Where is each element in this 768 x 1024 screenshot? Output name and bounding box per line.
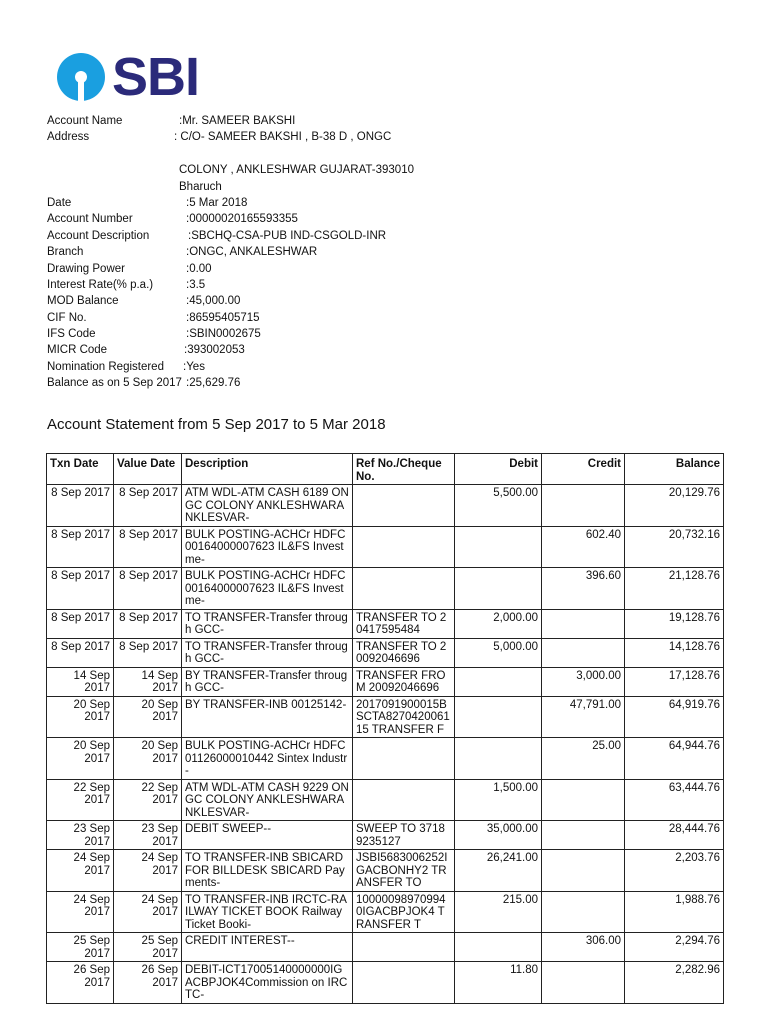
account-label: Drawing Power — [47, 262, 125, 275]
account-value: :45,000.00 — [186, 295, 241, 308]
txn-date-cell: 8 Sep 2017 — [47, 568, 114, 610]
credit-cell: 25.00 — [542, 738, 625, 780]
account-label: Account Description — [47, 229, 150, 242]
account-value: :SBIN0002675 — [186, 328, 261, 341]
debit-cell — [455, 738, 542, 780]
value-date-cell: 8 Sep 2017 — [114, 609, 182, 638]
credit-cell — [542, 779, 625, 821]
value-date-cell: 8 Sep 2017 — [114, 568, 182, 610]
account-value: :5 Mar 2018 — [186, 196, 248, 209]
description-cell: TO TRANSFER-Transfer through GCC- — [182, 609, 353, 638]
txn-date-cell: 8 Sep 2017 — [47, 638, 114, 667]
account-row — [47, 359, 747, 375]
credit-cell — [542, 638, 625, 667]
value-date-cell: 20 Sep 2017 — [114, 738, 182, 780]
description-cell: BULK POSTING-ACHCr HDFC00164000007623 IL&FS Investme- — [182, 568, 353, 610]
balance-cell: 21,128.76 — [625, 568, 724, 610]
table-row — [47, 779, 724, 821]
transactions-table — [46, 453, 724, 1004]
account-value: : C/O- SAMEER BAKSHI , B-38 D , ONGC — [174, 131, 392, 144]
ref-cell — [353, 933, 455, 962]
value-date-cell: 20 Sep 2017 — [114, 696, 182, 738]
ref-cell — [353, 738, 455, 780]
txn-date-cell: 20 Sep 2017 — [47, 738, 114, 780]
account-row — [47, 179, 747, 195]
ref-cell — [353, 568, 455, 610]
account-row — [47, 211, 747, 227]
table-row — [47, 933, 724, 962]
balance-cell: 20,129.76 — [625, 485, 724, 527]
account-row — [47, 129, 747, 145]
credit-cell: 602.40 — [542, 526, 625, 568]
credit-cell: 306.00 — [542, 933, 625, 962]
account-value: :Mr. SAMEER BAKSHI — [179, 115, 296, 127]
credit-cell — [542, 821, 625, 850]
table-row — [47, 850, 724, 892]
ref-cell: TRANSFER TO 20417595484 — [353, 609, 455, 638]
account-label: Account Name — [47, 115, 123, 127]
ref-cell: 100000989709940IGACBPJOK4 TRANSFER T — [353, 891, 455, 933]
table-row — [47, 609, 724, 638]
ref-cell: TRANSFER FROM 20092046696 — [353, 667, 455, 696]
account-value: COLONY , ANKLESHWAR GUJARAT-393010 — [179, 164, 414, 177]
txn-date-cell: 26 Sep 2017 — [47, 962, 114, 1004]
credit-cell — [542, 485, 625, 527]
account-details — [47, 113, 747, 392]
balance-cell: 1,988.76 — [625, 891, 724, 933]
col-ref: Ref No./Cheque No. — [353, 454, 455, 485]
account-value: :ONGC, ANKALESHWAR — [186, 246, 318, 259]
account-label: Branch — [47, 246, 84, 259]
txn-date-cell: 8 Sep 2017 — [47, 485, 114, 527]
txn-date-cell: 22 Sep 2017 — [47, 779, 114, 821]
col-txn-date: Txn Date — [47, 454, 114, 485]
ref-cell: 2017091900015BSCTA827042006115 TRANSFER F — [353, 696, 455, 738]
value-date-cell: 8 Sep 2017 — [114, 485, 182, 527]
statement-title: Account Statement from 5 Sep 2017 to 5 Mar 2018 — [47, 416, 386, 433]
account-row — [47, 326, 747, 342]
ref-cell: TRANSFER TO 20092046696 — [353, 638, 455, 667]
account-value: :393002053 — [184, 344, 245, 357]
sbi-logo-icon — [56, 52, 106, 102]
balance-cell: 14,128.76 — [625, 638, 724, 667]
account-label: Nomination Registered — [47, 360, 164, 373]
txn-date-cell: 20 Sep 2017 — [47, 696, 114, 738]
table-row — [47, 821, 724, 850]
debit-cell — [455, 933, 542, 962]
debit-cell — [455, 568, 542, 610]
account-value: :Yes — [183, 360, 205, 373]
account-value: :86595405715 — [186, 311, 260, 324]
value-date-cell: 22 Sep 2017 — [114, 779, 182, 821]
account-label: MOD Balance — [47, 295, 119, 308]
account-row — [47, 277, 747, 293]
txn-date-cell: 24 Sep 2017 — [47, 850, 114, 892]
account-row — [47, 146, 747, 162]
credit-cell — [542, 850, 625, 892]
table-row — [47, 667, 724, 696]
account-label: Interest Rate(% p.a.) — [47, 278, 154, 291]
ref-cell — [353, 779, 455, 821]
account-label: Account Number — [47, 213, 133, 226]
balance-cell: 64,944.76 — [625, 738, 724, 780]
table-row — [47, 568, 724, 610]
account-value: :00000020165593355 — [186, 213, 298, 226]
value-date-cell: 26 Sep 2017 — [114, 962, 182, 1004]
sbi-logo — [56, 47, 200, 107]
ref-cell — [353, 526, 455, 568]
account-value: :0.00 — [186, 262, 212, 275]
account-row — [47, 113, 747, 129]
balance-cell: 2,282.96 — [625, 962, 724, 1004]
credit-cell: 3,000.00 — [542, 667, 625, 696]
debit-cell: 35,000.00 — [455, 821, 542, 850]
col-value-date: Value Date — [114, 454, 182, 485]
table-row — [47, 738, 724, 780]
value-date-cell: 24 Sep 2017 — [114, 891, 182, 933]
description-cell: BY TRANSFER-Transfer through GCC- — [182, 667, 353, 696]
value-date-cell: 14 Sep 2017 — [114, 667, 182, 696]
balance-cell: 2,203.76 — [625, 850, 724, 892]
table-row — [47, 485, 724, 527]
debit-cell — [455, 526, 542, 568]
account-value: Bharuch — [179, 180, 222, 193]
value-date-cell: 8 Sep 2017 — [114, 526, 182, 568]
balance-cell: 17,128.76 — [625, 667, 724, 696]
account-label: Address — [47, 131, 90, 144]
debit-cell: 2,000.00 — [455, 609, 542, 638]
account-row — [47, 195, 747, 211]
account-row — [47, 261, 747, 277]
ref-cell — [353, 962, 455, 1004]
debit-cell: 5,000.00 — [455, 638, 542, 667]
ref-cell — [353, 485, 455, 527]
description-cell: CREDIT INTEREST-- — [182, 933, 353, 962]
description-cell: BY TRANSFER-INB 00125142- — [182, 696, 353, 738]
balance-cell: 63,444.76 — [625, 779, 724, 821]
balance-cell: 19,128.76 — [625, 609, 724, 638]
account-row — [47, 342, 747, 358]
txn-date-cell: 24 Sep 2017 — [47, 891, 114, 933]
table-row — [47, 891, 724, 933]
debit-cell: 215.00 — [455, 891, 542, 933]
description-cell: DEBIT-ICT17005140000000IGACBPJOK4Commission on IRCTC- — [182, 962, 353, 1004]
account-value: :25,629.76 — [186, 377, 241, 390]
ref-cell: SWEEP TO 37189235127 — [353, 821, 455, 850]
description-cell: BULK POSTING-ACHCr HDFC01126000010442 Sintex Industr- — [182, 738, 353, 780]
account-value: :3.5 — [186, 278, 206, 291]
value-date-cell: 23 Sep 2017 — [114, 821, 182, 850]
description-cell: ATM WDL-ATM CASH 9229 ONGC COLONY ANKLESHWARANKLESVAR- — [182, 779, 353, 821]
description-cell: DEBIT SWEEP-- — [182, 821, 353, 850]
account-row — [47, 162, 747, 178]
balance-cell: 2,294.76 — [625, 933, 724, 962]
col-description: Description — [182, 454, 353, 485]
credit-cell — [542, 962, 625, 1004]
credit-cell: 47,791.00 — [542, 696, 625, 738]
ref-cell: JSBI5683006252IGACBONHY2 TRANSFER TO — [353, 850, 455, 892]
debit-cell: 5,500.00 — [455, 485, 542, 527]
col-debit: Debit — [455, 454, 542, 485]
debit-cell — [455, 696, 542, 738]
debit-cell: 26,241.00 — [455, 850, 542, 892]
table-header-row — [47, 454, 724, 485]
credit-cell — [542, 609, 625, 638]
debit-cell: 1,500.00 — [455, 779, 542, 821]
account-label: IFS Code — [47, 328, 96, 341]
description-cell: TO TRANSFER-INB SBICARD FOR BILLDESK SBICARD Payments- — [182, 850, 353, 892]
value-date-cell: 25 Sep 2017 — [114, 933, 182, 962]
description-cell: ATM WDL-ATM CASH 6189 ONGC COLONY ANKLESHWARANKLESVAR- — [182, 485, 353, 527]
txn-date-cell: 8 Sep 2017 — [47, 609, 114, 638]
brand-name: SBI — [112, 47, 200, 107]
account-value: :SBCHQ-CSA-PUB IND-CSGOLD-INR — [188, 229, 387, 242]
col-credit: Credit — [542, 454, 625, 485]
txn-date-cell: 14 Sep 2017 — [47, 667, 114, 696]
txn-date-cell: 23 Sep 2017 — [47, 821, 114, 850]
txn-date-cell: 8 Sep 2017 — [47, 526, 114, 568]
account-label: MICR Code — [47, 344, 108, 357]
table-row — [47, 638, 724, 667]
col-balance: Balance — [625, 454, 724, 485]
value-date-cell: 8 Sep 2017 — [114, 638, 182, 667]
credit-cell — [542, 891, 625, 933]
account-row — [47, 228, 747, 244]
transactions-body — [47, 485, 724, 1004]
debit-cell — [455, 667, 542, 696]
credit-cell: 396.60 — [542, 568, 625, 610]
debit-cell: 11.80 — [455, 962, 542, 1004]
description-cell: TO TRANSFER-Transfer through GCC- — [182, 638, 353, 667]
table-row — [47, 962, 724, 1004]
table-row — [47, 526, 724, 568]
txn-date-cell: 25 Sep 2017 — [47, 933, 114, 962]
description-cell: BULK POSTING-ACHCr HDFC00164000007623 IL&FS Investme- — [182, 526, 353, 568]
balance-cell: 28,444.76 — [625, 821, 724, 850]
account-row — [47, 375, 747, 391]
value-date-cell: 24 Sep 2017 — [114, 850, 182, 892]
balance-cell: 20,732.16 — [625, 526, 724, 568]
account-row — [47, 244, 747, 260]
account-row — [47, 293, 747, 309]
account-label: CIF No. — [47, 311, 87, 324]
account-label: Date — [47, 196, 72, 209]
balance-cell: 64,919.76 — [625, 696, 724, 738]
account-row — [47, 310, 747, 326]
description-cell: TO TRANSFER-INB IRCTC-RAILWAY TICKET BOOK Railway Ticket Booki- — [182, 891, 353, 933]
table-row — [47, 696, 724, 738]
account-label: Balance as on 5 Sep 2017 — [47, 377, 182, 390]
